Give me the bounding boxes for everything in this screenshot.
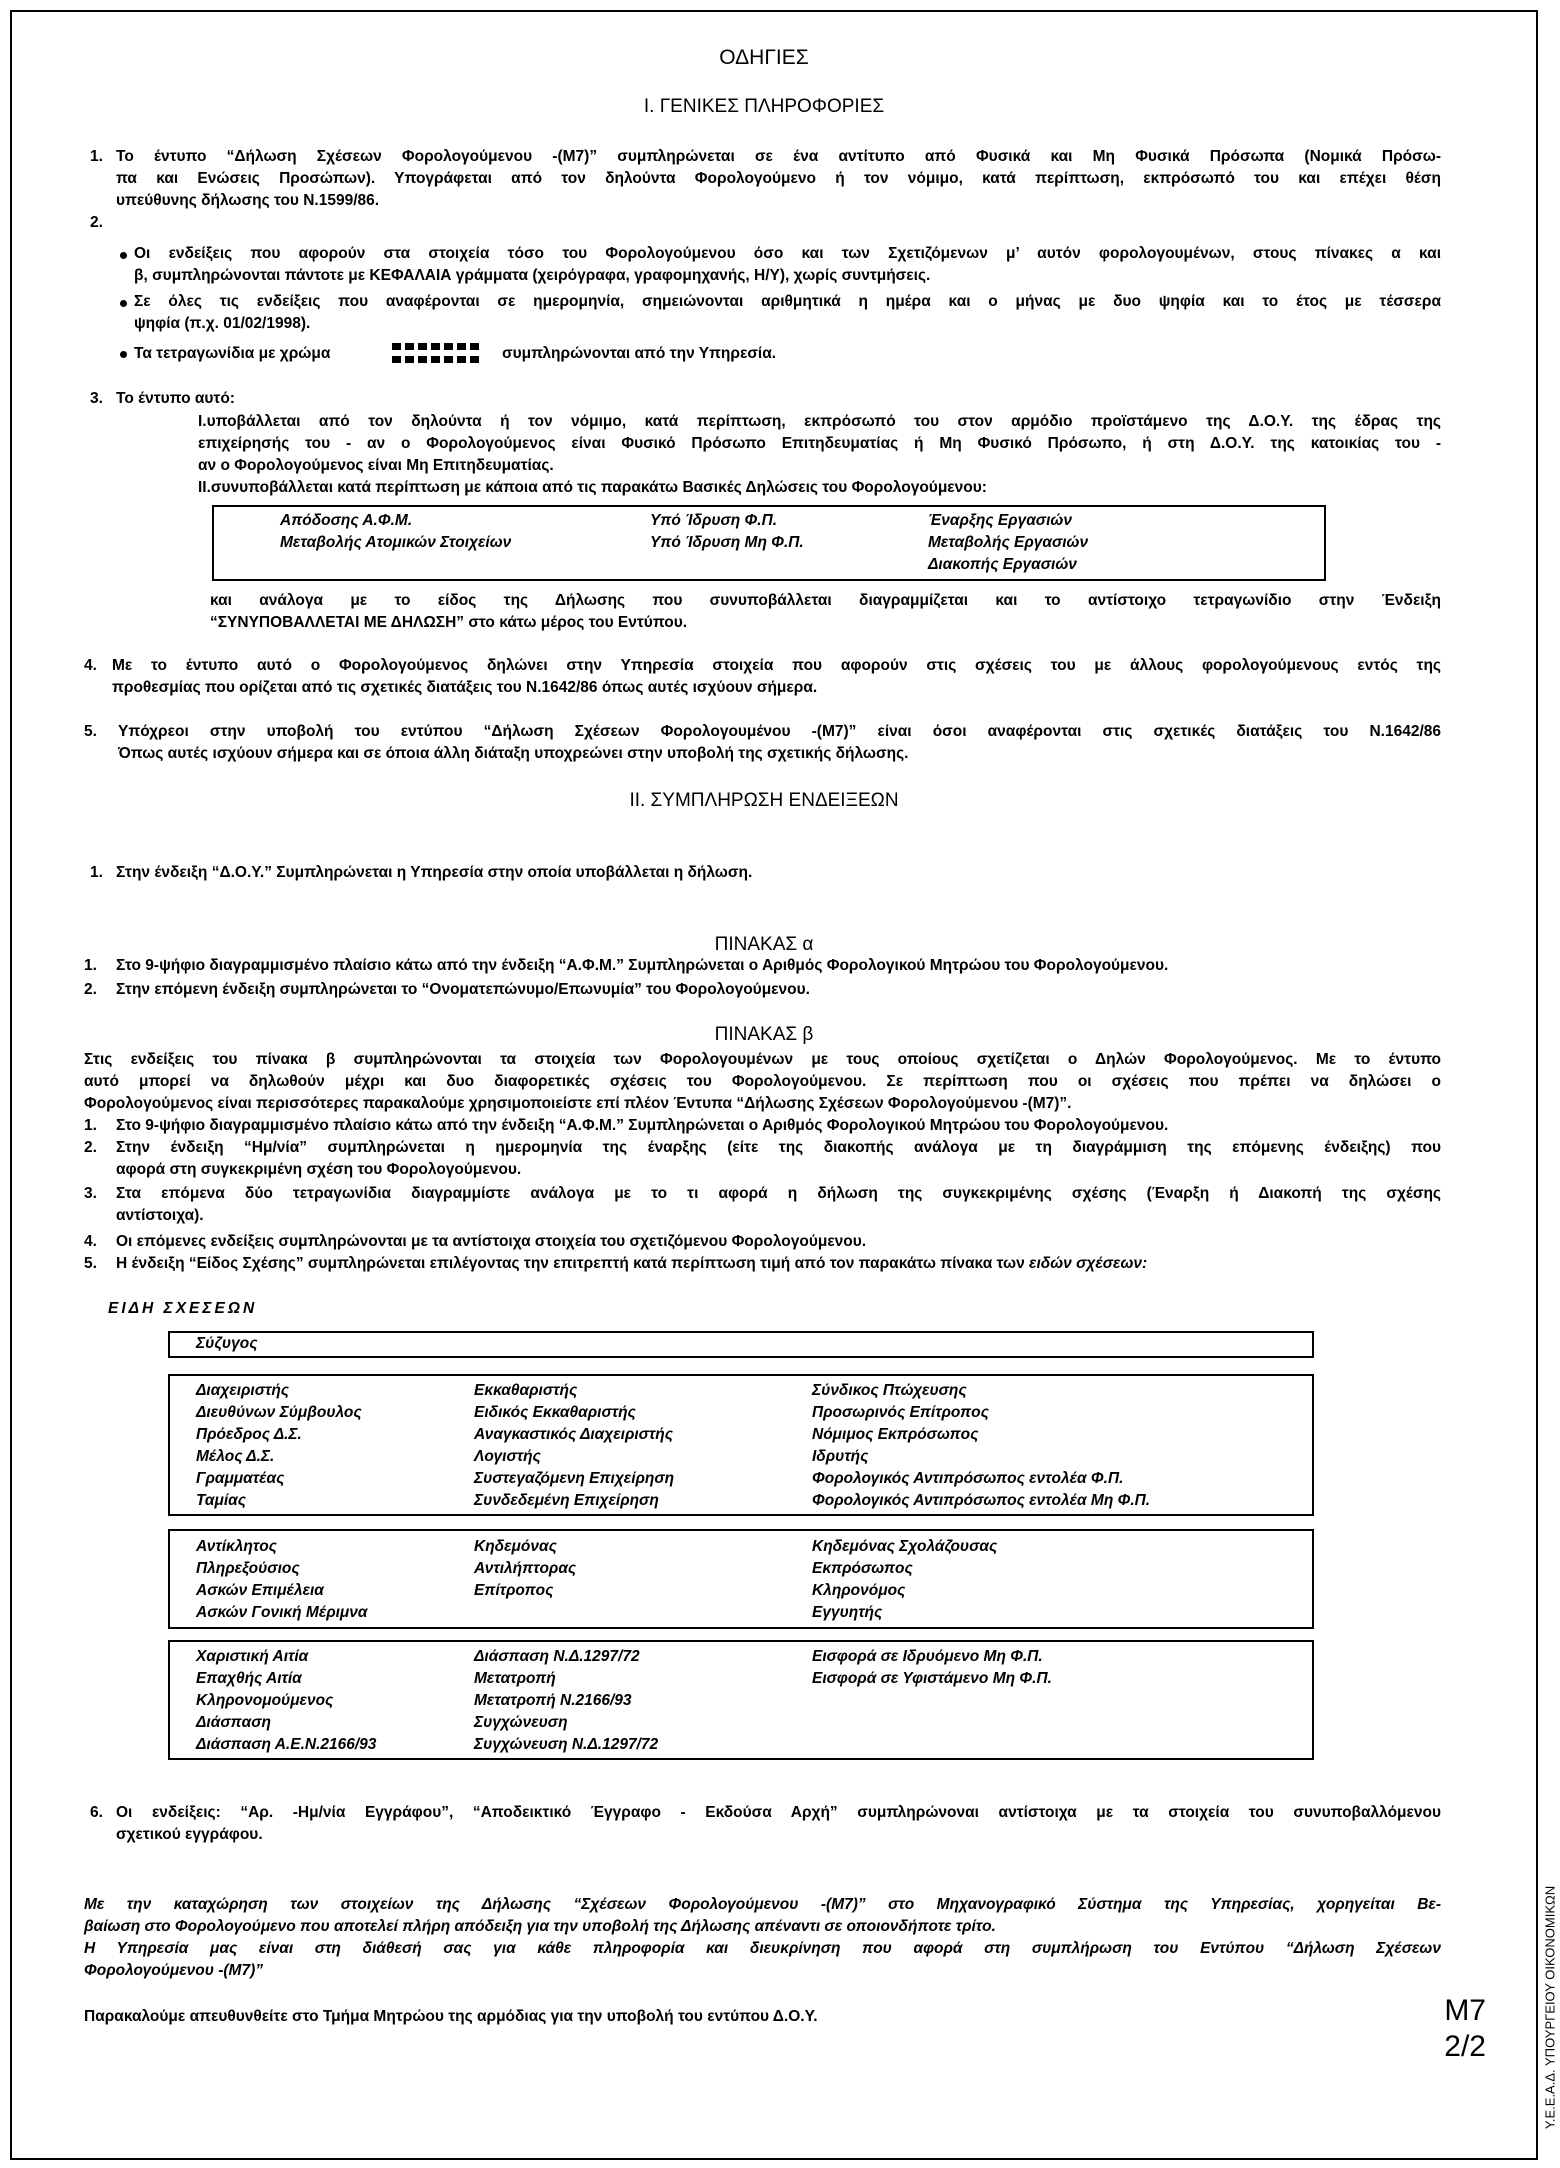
item-number: 2. xyxy=(90,214,103,231)
relation-label: Διάσπαση Α.Ε.Ν.2166/93 xyxy=(196,1736,377,1753)
declaration-label: Υπό Ίδρυση Φ.Π. xyxy=(650,512,778,529)
text-line: Όπως αυτές ισχύουν σήμερα και σε όποια άλλη διάταξη υποχρεώνει στην υποβολή της σχετικής δήλωσης. xyxy=(118,745,909,762)
item-number: 1. xyxy=(90,148,103,165)
text-line: βαίωση στο Φορολογούμενο που αποτελεί πλήρη απόδειξη για την υποβολή της Δήλωσης απέναντι σε οποιονδήποτε τρίτο. xyxy=(84,1918,996,1935)
relation-label: Κηδεμόνας Σχολάζουσας xyxy=(812,1538,998,1555)
relation-label: Επαχθής Αιτία xyxy=(196,1670,302,1687)
section-general-heading: Ι. ΓΕΝΙΚΕΣ ΠΛΗΡΟΦΟΡΙΕΣ xyxy=(643,96,885,117)
bullet-icon xyxy=(120,351,127,358)
declaration-label: Απόδοσης Α.Φ.Μ. xyxy=(280,512,413,529)
text-line: Στα επόμενα δύο τετραγωνίδια διαγραμμίστε ανάλογα με το τι αφορά η δήλωση της συγκεκριμένης σχέσης (Έναρξη ή Διακοπή της σχέσης xyxy=(116,1185,1441,1202)
declaration-label: Μεταβολής Ατομικών Στοιχείων xyxy=(280,534,512,551)
text-line: υπεύθυνης δήλωσης του Ν.1599/86. xyxy=(116,192,380,209)
relation-label: Συγχώνευση Ν.Δ.1297/72 xyxy=(474,1736,659,1753)
table-b-heading: ΠΙΝΑΚΑΣ β xyxy=(714,1024,814,1045)
text-line: Στο 9-ψήφιο διαγραμμισμένο πλαίσιο κάτω από την ένδειξη “Α.Φ.Μ.” Συμπληρώνεται ο Αριθμός Φορολογικού Μητρώου του Φορολογούμενου. xyxy=(116,957,1169,974)
text-line: αυτό μπορεί να δηλωθούν μέχρι και δυο διαφορετικές σχέσεις του Φορολογούμενου. Σε περίπτωση που οι σχέσεις που πρέπει να δηλώσει ο xyxy=(84,1073,1441,1090)
relation-label: Εγγυητής xyxy=(812,1604,883,1621)
relation-label: Φορολογικός Αντιπρόσωπος εντολέα Μη Φ.Π. xyxy=(812,1492,1151,1509)
page-title: ΟΔΗΓΙΕΣ xyxy=(719,46,809,69)
item-number: 3. xyxy=(90,390,103,407)
relation-label: Γραμματέας xyxy=(196,1470,285,1487)
form-code: Μ7 xyxy=(1444,1994,1486,2027)
declaration-label: Έναρξης Εργασιών xyxy=(928,512,1072,529)
relation-label: Επίτροπος xyxy=(474,1582,554,1599)
item-number: 5. xyxy=(84,723,97,740)
dashed-box-icon xyxy=(392,343,482,363)
text-line: Ι.υποβάλλεται από τον δηλούντα ή τον νόμιμο, κατά περίπτωση, εκπρόσωπό του στον αρμόδιο προϊστάμενο της Δ.Ο.Υ. της έδρας της xyxy=(198,413,1441,430)
relation-label: Λογιστής xyxy=(474,1448,541,1465)
relation-label: Κηδεμόνας xyxy=(474,1538,557,1555)
declaration-label: Διακοπής Εργασιών xyxy=(928,556,1077,573)
text-fragment: ειδών σχέσεων: xyxy=(1029,1255,1148,1272)
text-line: Στην επόμενη ένδειξη συμπληρώνεται το “Ονοματεπώνυμο/Επωνυμία” του Φορολογούμενου. xyxy=(116,981,810,998)
text-line: β, συμπληρώνονται πάντοτε με ΚΕΦΑΛΑΙΑ γράμματα (χειρόγραφα, γραφομηχανής, Η/Υ), χωρίς συντμήσεις. xyxy=(134,267,931,284)
spouse-box xyxy=(168,1331,1314,1358)
side-imprint xyxy=(1540,1860,1558,2160)
item-number: 3. xyxy=(84,1185,97,1202)
text-line: Οι ενδείξεις που αφορούν στα στοιχεία τόσο του Φορολογούμενου όσο και των Σχετιζόμενων μ’ αυτόν φορολογουμένων, στους πίνακες α και xyxy=(134,245,1441,262)
relation-label: Μετατροπή Ν.2166/93 xyxy=(474,1692,632,1709)
text-line: Φορολογούμενος είναι περισσότερες παρακαλούμε χρησιμοποιείστε επί πλέον Έντυπα “Δήλωσης Σχέσεων Φορολογούμενου -(Μ7)”. xyxy=(84,1095,1072,1112)
text-line: Σε όλες τις ενδείξεις που αναφέρονται σε ημερομηνία, σημειώνονται αριθμητικά η ημέρα και ο μήνας με δυο ψηφία και το έτος με τέσσερα xyxy=(134,293,1441,310)
relation-label: Εισφορά σε Υφιστάμενο Μη Φ.Π. xyxy=(812,1670,1052,1687)
relation-label: Προσωρινός Επίτροπος xyxy=(812,1404,989,1421)
page-number: 2/2 xyxy=(1444,2030,1486,2063)
relation-label: Σύνδικος Πτώχευσης xyxy=(812,1382,967,1399)
relation-label: Μετατροπή xyxy=(474,1670,556,1687)
text-line: Στις ενδείξεις του πίνακα β συμπληρώνονται τα στοιχεία των Φορολογουμένων με τους οποίους σχετίζεται ο Δηλών Φορολογούμενος. Με το έντυπο xyxy=(84,1051,1441,1068)
text-line: προθεσμίας που ορίζεται από τις σχετικές διατάξεις του Ν.1642/86 όπως αυτές ισχύουν σήμερα. xyxy=(112,679,818,696)
relation-label: Ιδρυτής xyxy=(812,1448,869,1465)
relation-label: Διάσπαση xyxy=(196,1714,272,1731)
relation-label: Σύζυγος xyxy=(196,1335,258,1352)
relation-label: Εκπρόσωπος xyxy=(812,1560,913,1577)
declaration-label: Υπό Ίδρυση Μη Φ.Π. xyxy=(650,534,804,551)
item-number: 2. xyxy=(84,981,97,998)
text-line: Οι ενδείξεις: “Αρ. -Ημ/νία Εγγράφου”, “Αποδεικτικό Έγγραφο - Εκδούσα Αρχή” συμπληρώνοναι αντίστοιχα με τα στοιχεία του συνυποβαλλόμενου xyxy=(116,1804,1441,1821)
relation-label: Κληρονομούμενος xyxy=(196,1692,334,1709)
declaration-label: Μεταβολής Εργασιών xyxy=(928,534,1089,551)
item-number: 1. xyxy=(84,1117,97,1134)
text-line xyxy=(116,1253,1147,1275)
text-line: ψηφία (π.χ. 01/02/1998). xyxy=(134,315,311,332)
relation-label: Συνδεδεμένη Επιχείρηση xyxy=(474,1492,659,1509)
relation-label: Χαριστική Αιτία xyxy=(196,1648,309,1665)
item-number: 1. xyxy=(90,864,103,881)
relation-label: Ειδικός Εκκαθαριστής xyxy=(474,1404,636,1421)
relation-label: Πληρεξούσιος xyxy=(196,1560,300,1577)
bullet-icon xyxy=(120,252,127,259)
relation-label: Διευθύνων Σύμβουλος xyxy=(196,1404,362,1421)
text-line: Το έντυπο αυτό: xyxy=(116,390,235,407)
text-line: Στην ένδειξη “Δ.Ο.Υ.” Συμπληρώνεται η Υπηρεσία στην οποία υποβάλλεται η δήλωση. xyxy=(116,864,753,881)
item-number: 2. xyxy=(84,1139,97,1156)
text-line: σχετικού εγγράφου. xyxy=(116,1826,263,1843)
text-fragment: Η ένδειξη “Είδος Σχέσης” συμπληρώνεται επιλέγοντας την επιτρεπτή κατά περίπτωση τιμή από τον παρακάτω πίνακα των xyxy=(116,1255,1030,1272)
relation-label: Αντίκλητος xyxy=(196,1538,277,1555)
text-line: Η Υπηρεσία μας είναι στη διάθεσή σας για κάθε πληροφορία και διευκρίνηση που αφορά στη συμπλήρωση του Εντύπου “Δήλωση Σχέσεων xyxy=(84,1940,1441,1957)
item-number: 5. xyxy=(84,1255,97,1272)
text-line: Με την καταχώρηση των στοιχείων της Δήλωσης “Σχέσεων Φορολογούμενου -(Μ7)” στο Μηχανογραφικό Σύστημα της Υπηρεσίας, χορηγείται Βε- xyxy=(84,1896,1441,1913)
relation-label: Ταμίας xyxy=(196,1492,247,1509)
relation-label: Κληρονόμος xyxy=(812,1582,906,1599)
text-line: Υπόχρεοι στην υποβολή του εντύπου “Δήλωση Σχέσεων Φορολογουμένου -(Μ7)” είναι όσοι αναφέρονται στις σχετικές διατάξεις του Ν.1642/86 xyxy=(118,723,1441,740)
text-line: αν ο Φορολογούμενος είναι Μη Επιτηδευματίας. xyxy=(198,457,554,474)
relation-label: Διαχειριστής xyxy=(196,1382,290,1399)
relation-label: Εκκαθαριστής xyxy=(474,1382,578,1399)
text-line: συμπληρώνονται από την Υπηρεσία. xyxy=(502,345,777,362)
text-line: Παρακαλούμε απευθυνθείτε στο Τμήμα Μητρώου της αρμόδιας για την υποβολή του εντύπου Δ.Ο.Υ. xyxy=(84,2008,818,2025)
relation-label: Ασκών Γονική Μέριμνα xyxy=(196,1604,368,1621)
item-number: 6. xyxy=(90,1804,103,1821)
side-imprint-text: Υ.Ε.Ε.Α.Δ. ΥΠΟΥΡΓΕΙΟΥ ΟΙΚΟΝΟΜΙΚΩΝ xyxy=(1542,1885,1558,2130)
text-line: πα και Ενώσεις Προσώπων). Υπογράφεται από τον δηλούντα Φορολογούμενο ή τον νόμιμο, κατά περίπτωση, εκπρόσωπό του και επέχει θέση xyxy=(116,170,1441,187)
text-line: ΙΙ.συνυποβάλλεται κατά περίπτωση με κάποια από τις παρακάτω Βασικές Δηλώσεις του Φορολογούμενου: xyxy=(198,479,987,496)
text-line: Οι επόμενες ενδείξεις συμπληρώνονται με τα αντίστοιχα στοιχεία του σχετιζόμενου Φορολογούμενου. xyxy=(116,1233,867,1250)
section-fill-heading: ΙΙ. ΣΥΜΠΛΗΡΩΣΗ ΕΝΔΕΙΞΕΩΝ xyxy=(629,790,899,811)
text-line: Με το έντυπο αυτό ο Φορολογούμενος δηλώνει στην Υπηρεσία στοιχεία που αφορούν στις σχέσεις του με άλλους φορολογούμενους εντός της xyxy=(112,657,1441,674)
table-a-heading: ΠΙΝΑΚΑΣ α xyxy=(714,934,814,955)
text-line: Στο 9-ψήφιο διαγραμμισμένο πλαίσιο κάτω από την ένδειξη “Α.Φ.Μ.” Συμπληρώνεται ο Αριθμός Φορολογικού Μητρώου του Φορολογούμενου. xyxy=(116,1117,1169,1134)
relation-label: Φορολογικός Αντιπρόσωπος εντολέα Φ.Π. xyxy=(812,1470,1124,1487)
text-line: Φορολογούμενου -(Μ7)” xyxy=(84,1962,263,1979)
relations-heading: ΕΙΔΗ ΣΧΕΣΕΩΝ xyxy=(108,1300,258,1317)
relation-label: Συγχώνευση xyxy=(474,1714,568,1731)
text-line: Τα τετραγωνίδια με χρώμα xyxy=(134,345,331,362)
relation-label: Συστεγαζόμενη Επιχείρηση xyxy=(474,1470,675,1487)
relation-label: Μέλος Δ.Σ. xyxy=(196,1448,275,1465)
relation-label: Ασκών Επιμέλεια xyxy=(196,1582,324,1599)
text-line: αντίστοιχα). xyxy=(116,1207,204,1224)
relation-label: Πρόεδρος Δ.Σ. xyxy=(196,1426,302,1443)
text-line: και ανάλογα με το είδος της Δήλωσης που συνυποβάλλεται διαγραμμίζεται και το αντίστοιχο τετραγωνίδιο στην Ένδειξη xyxy=(210,592,1441,609)
relation-label: Αντιλήπτορας xyxy=(474,1560,577,1577)
text-line: επιχείρησής του - αν ο Φορολογούμενος είναι Φυσικό Πρόσωπο Επιτηδευματίας ή Μη Φυσικό Πρόσωπο, ή στη Δ.Ο.Υ. της κατοικίας του - xyxy=(198,435,1441,452)
relation-label: Αναγκαστικός Διαχειριστής xyxy=(474,1426,673,1443)
relation-label: Διάσπαση Ν.Δ.1297/72 xyxy=(474,1648,640,1665)
item-number: 4. xyxy=(84,1233,97,1250)
text-line: Το έντυπο “Δήλωση Σχέσεων Φορολογούμενου -(Μ7)” συμπληρώνεται σε ένα αντίτυπο από Φυσικά και Μη Φυσικά Πρόσωπα (Νομικά Πρόσω- xyxy=(116,148,1441,165)
text-line: Στην ένδειξη “Ημ/νία” συμπληρώνεται η ημερομηνία της έναρξης (είτε της διακοπής ανάλογα με τη διαγράμμιση της επόμενης ένδειξης) που xyxy=(116,1139,1441,1156)
relation-label: Εισφορά σε Ιδρυόμενο Μη Φ.Π. xyxy=(812,1648,1043,1665)
item-number: 1. xyxy=(84,957,97,974)
text-line: αφορά στη συγκεκριμένη σχέση του Φορολογούμενου. xyxy=(116,1161,522,1178)
bullet-icon xyxy=(120,300,127,307)
item-number: 4. xyxy=(84,657,97,674)
relation-label: Νόμιμος Εκπρόσωπος xyxy=(812,1426,979,1443)
text-line: “ΣΥΝΥΠΟΒΑΛΛΕΤΑΙ ΜΕ ΔΗΛΩΣΗ” στο κάτω μέρος του Εντύπου. xyxy=(210,614,688,631)
